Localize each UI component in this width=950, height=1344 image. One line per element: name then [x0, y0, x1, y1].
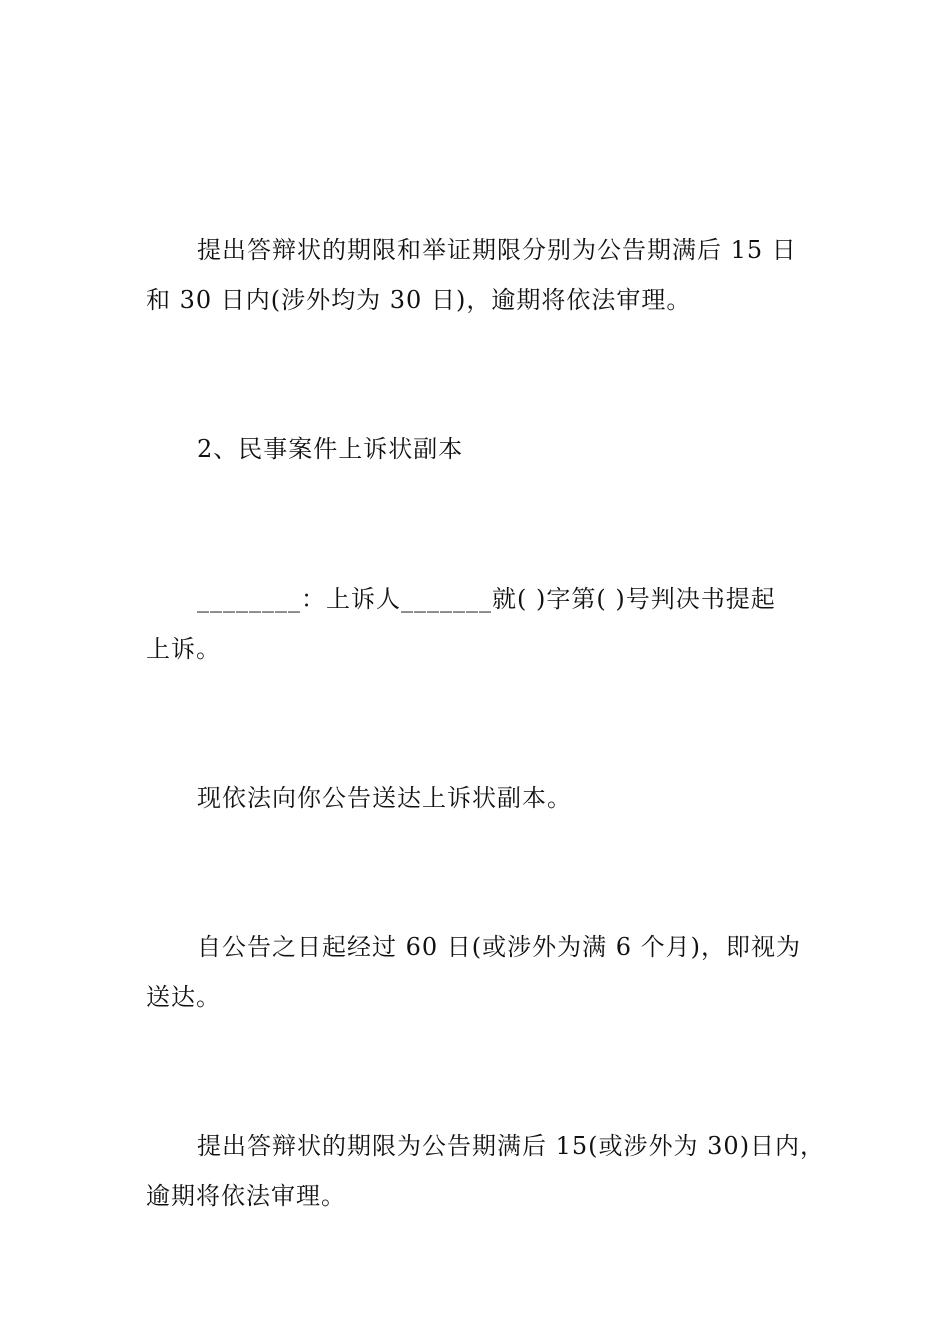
- paragraph-4-line-1: 自公告之日起经过 60 日(或涉外为满 6 个月)，即视为: [197, 933, 802, 961]
- paragraph-5-line-1: 提出答辩状的期限为公告期满后 15(或涉外为 30)日内，: [197, 1132, 826, 1160]
- paragraph-5-line-2: 逾期将依法审理。: [146, 1182, 346, 1210]
- paragraph-1-line-2: 和 30 日内(涉外均为 30 日)，逾期将依法审理。: [146, 286, 692, 314]
- paragraph-2-line-1: ________：上诉人_______就( )字第( )号判决书提起: [197, 585, 776, 613]
- section-heading: 2、民事案件上诉状副本: [197, 435, 464, 463]
- paragraph-2-line-2: 上诉。: [146, 635, 221, 663]
- paragraph-3-line-1: 现依法向你公告送达上诉状副本。: [197, 784, 572, 812]
- paragraph-4-line-2: 送达。: [146, 983, 221, 1011]
- paragraph-1-line-1: 提出答辩状的期限和举证期限分别为公告期满后 15 日: [197, 236, 797, 264]
